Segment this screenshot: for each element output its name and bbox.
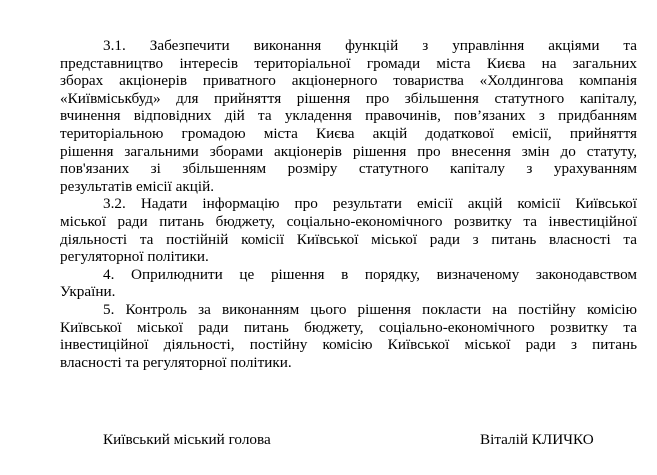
signature-title: Київський міський голова bbox=[103, 431, 271, 448]
text-line: інвестиційної діяльності, постійну комісію Київської міської ради з питань bbox=[60, 336, 637, 354]
text-line: пов'язаних зі збільшенням розміру статутного капіталу з урахуванням bbox=[60, 160, 637, 178]
signature-name: Віталій КЛИЧКО bbox=[480, 431, 594, 448]
paragraph-5 bbox=[60, 301, 637, 371]
text-line: діяльності та постійній комісії Київської міської ради з питань власності та bbox=[60, 230, 637, 248]
text-line: вчинення відповідних дій та укладення правочинів, пов’язаних з придбанням bbox=[60, 107, 637, 125]
text-line: рішення загальними зборами акціонерів рішення про внесення змін до статуту, bbox=[60, 142, 637, 160]
text-line: зборах акціонерів приватного акціонерного товариства «Холдингова компанія bbox=[60, 72, 637, 90]
text-line: 5. Контроль за виконанням цього рішення покласти на постійну комісію bbox=[103, 300, 637, 318]
text-line: Київської міської ради питань бюджету, соціально-економічного розвитку та bbox=[60, 318, 637, 336]
document-body bbox=[60, 37, 637, 371]
text-line: 4. Оприлюднити це рішення в порядку, визначеному законодавством bbox=[103, 265, 637, 283]
paragraph-4 bbox=[60, 266, 637, 301]
paragraph-3-1 bbox=[60, 37, 637, 195]
text-line: України. bbox=[60, 283, 116, 301]
text-line: «Київміськбуд» для прийняття рішення про збільшення статутного капіталу, bbox=[60, 89, 637, 107]
text-line: результатів емісії акцій. bbox=[60, 177, 214, 195]
paragraph-3-2 bbox=[60, 195, 637, 265]
text-line: 3.1. Забезпечити виконання функцій з управління акціями та bbox=[103, 37, 637, 54]
text-line: представництво інтересів територіальної громади міста Києва на загальних bbox=[60, 54, 637, 72]
text-line: міської ради питань бюджету, соціально-економічного розвитку та інвестиційної bbox=[60, 212, 637, 230]
text-line: 3.2. Надати інформацію про результати емісії акцій комісії Київської bbox=[103, 195, 637, 213]
text-line: територіальною громадою міста Києва акцій додаткової емісії, прийняття bbox=[60, 124, 637, 142]
text-line: власності та регуляторної політики. bbox=[60, 353, 292, 371]
text-line: регуляторної політики. bbox=[60, 248, 209, 266]
